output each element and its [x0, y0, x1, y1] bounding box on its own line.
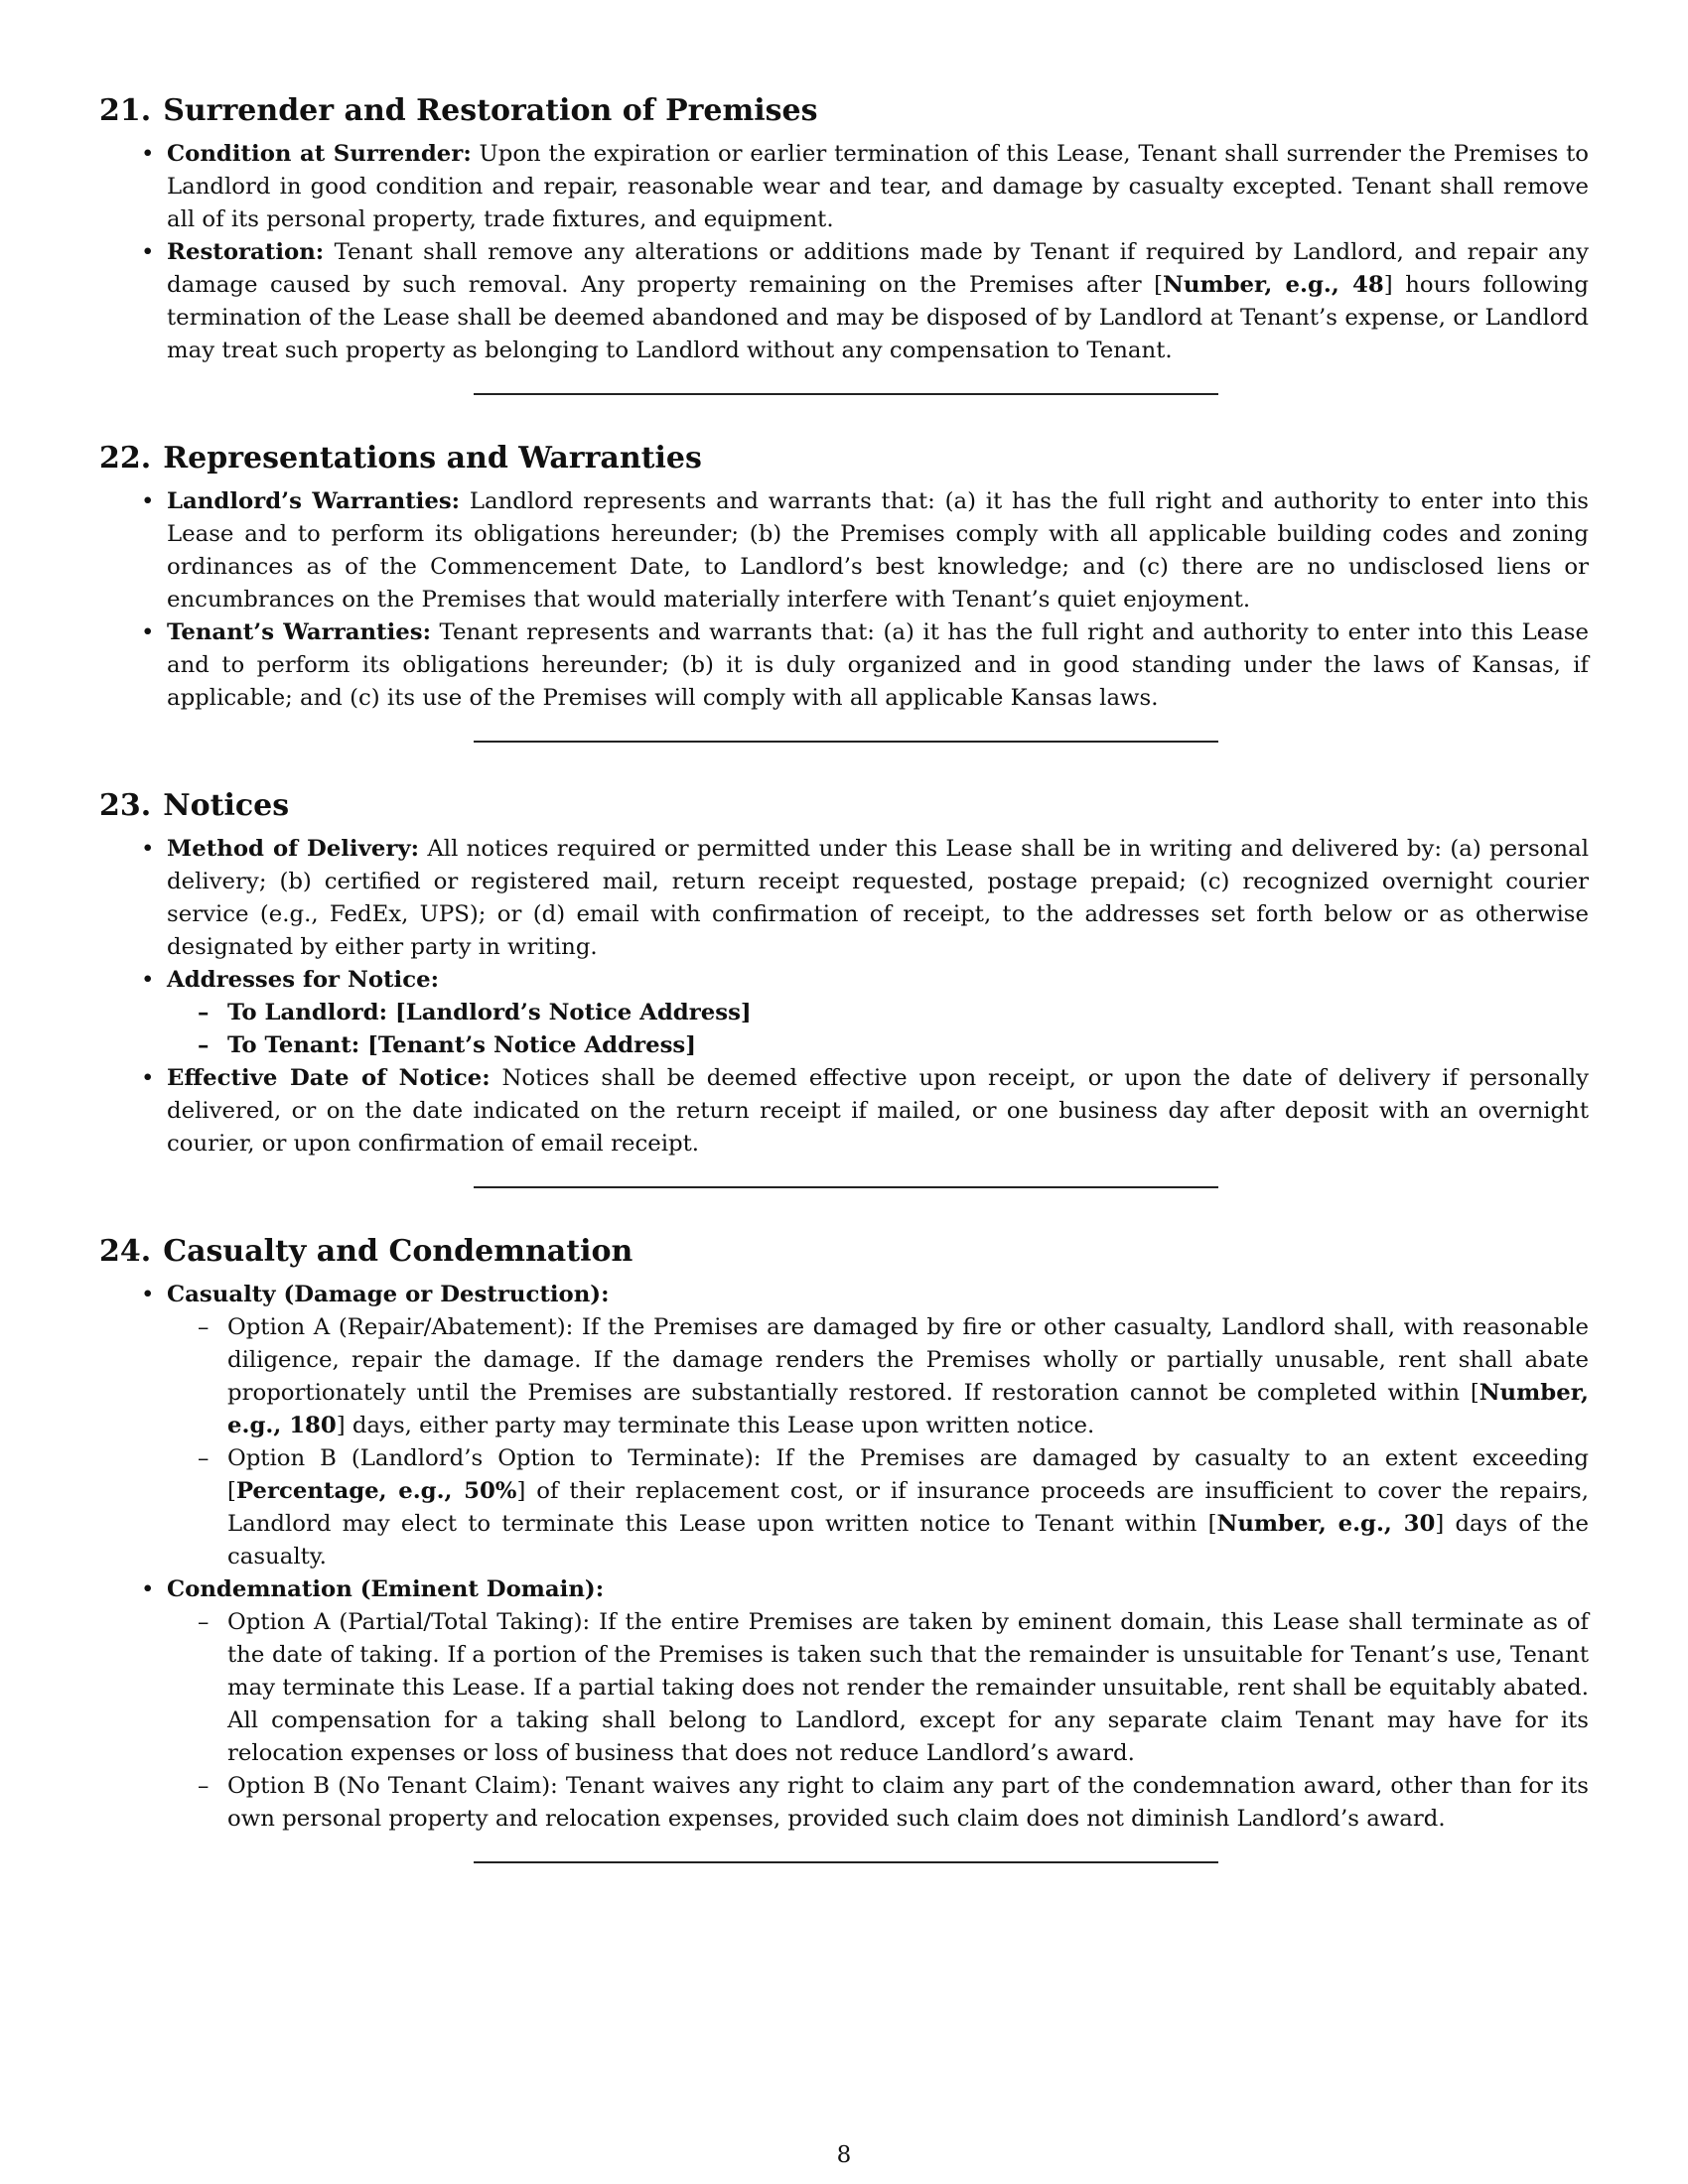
item-text: ] days of the casualty. [227, 1511, 1589, 1570]
item-text: Option B (Landlord’s Option to Terminate): If the Premises are damaged by casualty to an extent exceeding [ [227, 1445, 1589, 1504]
item-label: Casualty (Damage or Destruction): [167, 1282, 610, 1307]
bullet-list [99, 138, 1589, 367]
placeholder-text: Number, e.g., 180 [227, 1380, 1589, 1438]
list-item [167, 616, 1589, 715]
sub-list-item [227, 1442, 1589, 1573]
sub-list-item [227, 1311, 1589, 1442]
item-label: Addresses for Notice: [167, 967, 440, 993]
list-item [167, 833, 1589, 964]
section-title: Notices [163, 788, 290, 823]
item-label: Condemnation (Eminent Domain): [167, 1576, 605, 1602]
item-text: Tenant represents and warrants that: (a) it has the full right and authority to enter into this Lease and to perform its obligations hereunder; (b) it is duly organized and in good standing under the laws of Kansas, if applicable; and (c) its use of the Premises will comply with all applicable Kansas laws. [167, 619, 1589, 711]
item-label: Tenant’s Warranties: [167, 619, 431, 645]
placeholder-text: Number, e.g., 30 [1216, 1511, 1436, 1537]
section-number: 23. [99, 788, 152, 823]
sub-list-item: – Option A (Partial/Total Taking): If the entire Premises are taken by eminent domain, this Lease shall terminate as of the date of taking. If a portion of the Premises is taken such that the remainder is unsuitable for Tenant’s use, Tenant may terminate this Lease. If a partial taking does not render the remainder unsuitable, rent shall be equitably abated. All compensation for a taking shall belong to Landlord, except for any separate claim Tenant may have for its relocation expenses or loss of business that does not reduce Landlord’s award. [227, 1606, 1589, 1770]
section-title: Casualty and Condemnation [163, 1234, 633, 1269]
item-label: Restoration: [167, 239, 325, 265]
item-text: Tenant shall remove any alterations or additions made by Tenant if required by Landlord, and repair any damage caused by such removal. Any property remaining on the Premises after [ [167, 239, 1589, 298]
section-title: Representations and Warranties [163, 441, 702, 476]
list-item [167, 1573, 1589, 1836]
item-label: Method of Delivery: [167, 836, 420, 862]
sub-list-item: – To Landlord: [Landlord’s Notice Address] [227, 997, 1589, 1029]
bullet-list [99, 833, 1589, 1160]
section-title: Surrender and Restoration of Premises [163, 93, 818, 128]
item-text: ] days, either party may terminate this Lease upon written notice. [336, 1413, 1095, 1438]
sub-list [167, 997, 1589, 1062]
section-22 [99, 439, 1589, 715]
section-21 [99, 91, 1589, 367]
section-divider [474, 741, 1218, 743]
section-divider [474, 393, 1218, 395]
section-number: 21. [99, 93, 152, 128]
section-divider [474, 1861, 1218, 1863]
list-item [167, 236, 1589, 367]
section-23 [99, 786, 1589, 1160]
item-text: All notices required or permitted under this Lease shall be in writing and delivered by: (a) personal delivery; (b) certified or registered mail, return receipt requested, postage prepaid; (c) recognized overnight courier service (e.g., FedEx, UPS); or (d) email with confirmation of receipt, to the addresses set forth below or as otherwise designated by either party in writing. [167, 836, 1589, 960]
list-item [167, 1062, 1589, 1160]
sub-list-item: – To Tenant: [Tenant’s Notice Address] [227, 1029, 1589, 1062]
sub-list [167, 1311, 1589, 1573]
item-text: ] of their replacement cost, or if insurance proceeds are insufficient to cover the repairs, Landlord may elect to terminate this Lease upon written notice to Tenant within [ [227, 1478, 1589, 1537]
section-number: 22. [99, 441, 152, 476]
sub-list [167, 1606, 1589, 1836]
list-item [167, 1279, 1589, 1573]
sub-list-item: – Option B (No Tenant Claim): Tenant waives any right to claim any part of the condemnation award, other than for its own personal property and relocation expenses, provided such claim does not diminish Landlord’s award. [227, 1770, 1589, 1836]
item-text: ] hours following termination of the Lease shall be deemed abandoned and may be disposed of by Landlord at Tenant’s expense, or Landlord may treat such property as belonging to Landlord without any compensation to Tenant. [167, 272, 1590, 363]
item-label: Effective Date of Notice: [167, 1065, 491, 1091]
list-item [167, 964, 1589, 1062]
item-label: Condition at Surrender: [167, 141, 472, 167]
bullet-list [99, 485, 1589, 715]
list-item [167, 138, 1589, 236]
item-text: Landlord represents and warrants that: (a) it has the full right and authority to enter into this Lease and to perform its obligations hereunder; (b) the Premises comply with all applicable building codes and zoning ordinances as of the Commencement Date, to Landlord’s best knowledge; and (c) there are no undisclosed liens or encumbrances on the Premises that would materially interfere with Tenant’s quiet enjoyment. [167, 488, 1589, 613]
page-number: 8 [836, 2142, 852, 2168]
item-text: Notices shall be deemed effective upon receipt, or upon the date of delivery if personally delivered, or on the date indicated on the return receipt if mailed, or one business day after deposit with an overnight courier, or upon confirmation of email receipt. [167, 1065, 1590, 1157]
document-page [99, 91, 1589, 1863]
item-label: Landlord’s Warranties: [167, 488, 461, 514]
section-heading [99, 1232, 1589, 1272]
item-text: Option A (Repair/Abatement): If the Premises are damaged by fire or other casualty, Landlord shall, with reasonable diligence, repair the damage. If the damage renders the Premises wholly or partially unusable, rent shall abate proportionately until the Premises are substantially restored. If restoration cannot be completed within [ [227, 1314, 1589, 1406]
item-text: Upon the expiration or earlier termination of this Lease, Tenant shall surrender the Premises to Landlord in good condition and repair, reasonable wear and tear, and damage by casualty excepted. Tenant shall remove all of its personal property, trade fixtures, and equipment. [167, 141, 1589, 232]
section-heading [99, 786, 1589, 826]
section-divider [474, 1186, 1218, 1188]
section-number: 24. [99, 1234, 152, 1269]
section-heading [99, 439, 1589, 478]
section-heading [99, 91, 1589, 131]
list-item [167, 485, 1589, 616]
section-24 [99, 1232, 1589, 1836]
placeholder-text: Number, e.g., 48 [1163, 272, 1384, 298]
bullet-list [99, 1279, 1589, 1836]
placeholder-text: Percentage, e.g., 50% [235, 1478, 517, 1504]
